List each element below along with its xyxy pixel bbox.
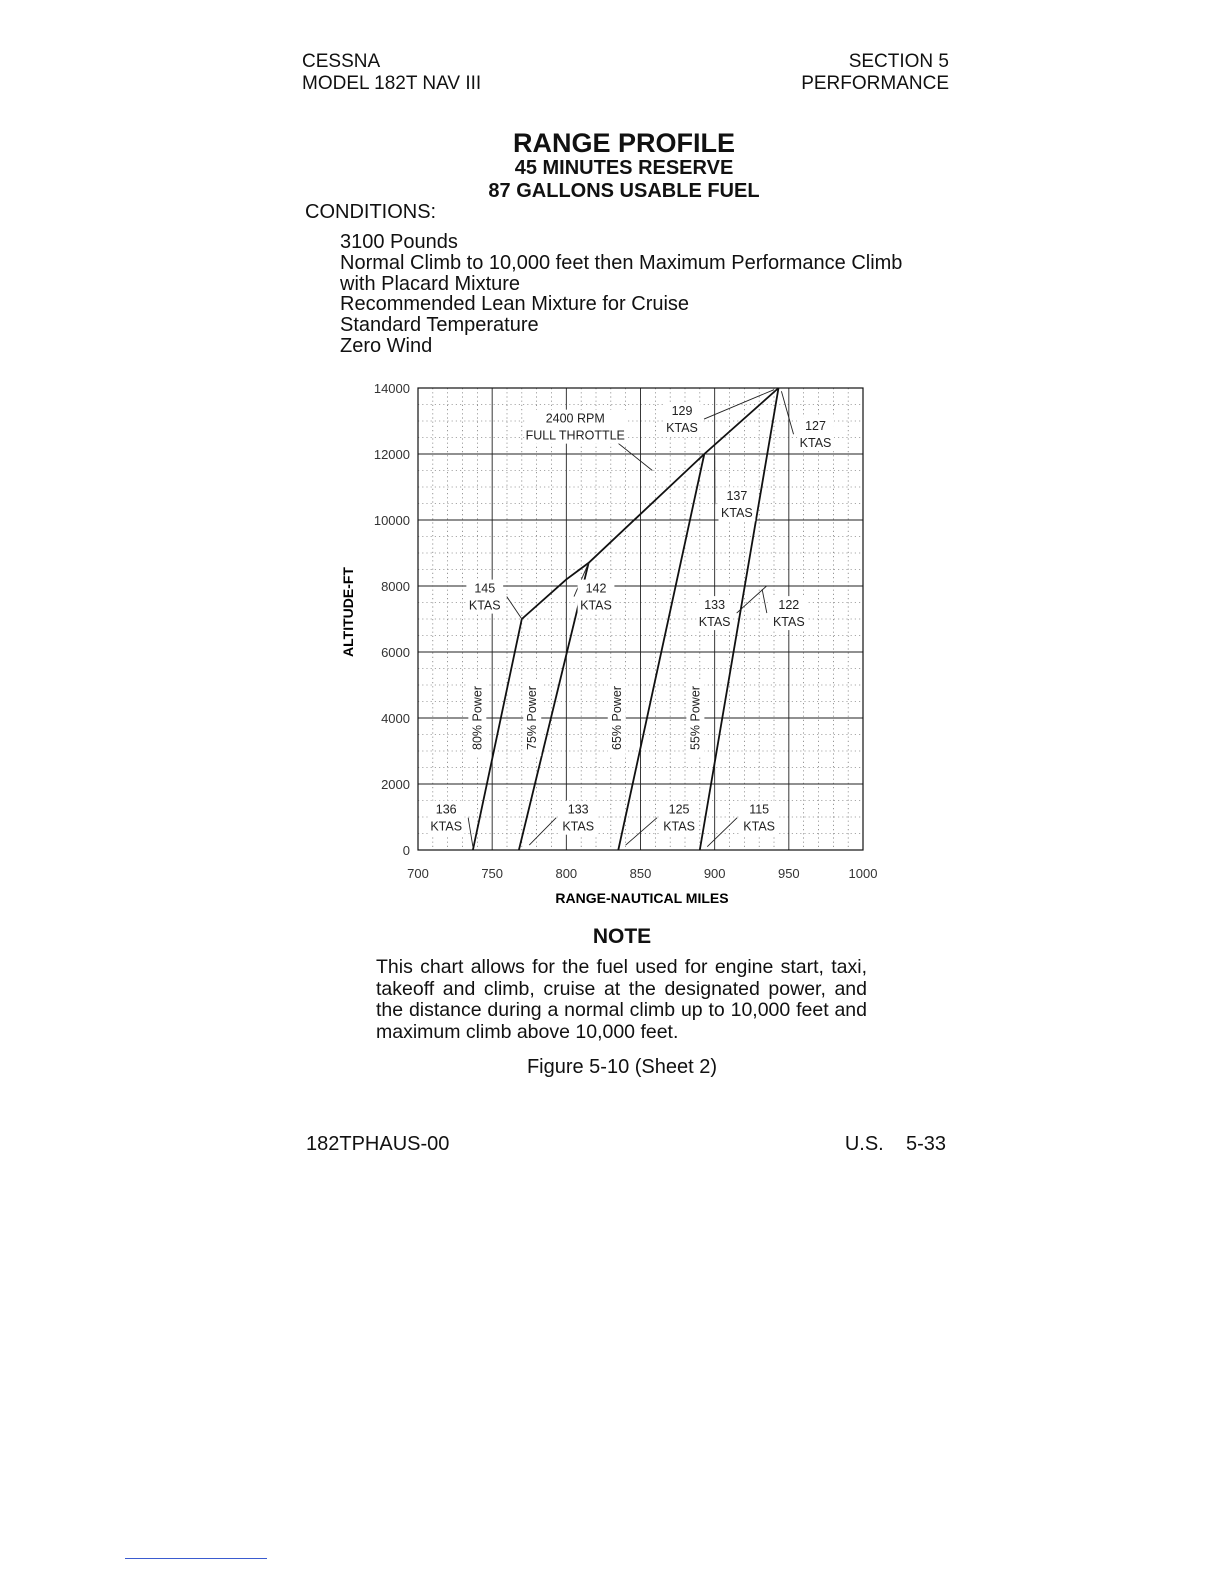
y-tick-label: 6000 xyxy=(381,645,410,660)
annotation-unit: KTAS xyxy=(663,819,695,834)
x-tick-label: 700 xyxy=(407,866,429,881)
header-left xyxy=(302,51,481,95)
annotation-unit: KTAS xyxy=(721,506,753,521)
manufacturer: CESSNA xyxy=(302,51,381,72)
header-right xyxy=(700,51,949,95)
x-tick-label: 850 xyxy=(629,866,652,881)
annotation-value: 127 xyxy=(805,419,826,434)
annotation-unit: KTAS xyxy=(562,819,595,834)
conditions-list xyxy=(340,232,960,357)
range-profile-chart xyxy=(330,372,890,912)
power-setting-label: 55% Power xyxy=(688,686,703,750)
annotation-value: 133 xyxy=(567,802,589,817)
y-axis-label: ALTITUDE-FT xyxy=(340,567,356,657)
annotation-value: 122 xyxy=(778,598,800,613)
annotation-unit: KTAS xyxy=(698,615,731,630)
annotation-value: 142 xyxy=(585,581,607,596)
leader-line xyxy=(529,818,556,845)
x-tick-label: 950 xyxy=(777,866,800,881)
annotation-unit: KTAS xyxy=(743,819,776,834)
subtitle-fuel: 87 GALLONS USABLE FUEL xyxy=(488,180,760,202)
annotation-unit: FULL THROTTLE xyxy=(525,428,625,443)
annotation-value: 125 xyxy=(668,802,690,817)
annotation-value: 129 xyxy=(671,404,693,419)
note-title: NOTE xyxy=(592,925,652,948)
y-tick-label: 8000 xyxy=(381,579,410,594)
annotation-value: 115 xyxy=(749,802,770,817)
leader-line xyxy=(781,391,793,434)
leader-line xyxy=(468,818,473,847)
condition-item: with Placard Mixture xyxy=(340,272,521,295)
bottom-rule xyxy=(125,1558,267,1559)
y-tick-label: 14000 xyxy=(373,381,410,396)
power-setting-label: 75% Power xyxy=(525,686,540,750)
annotation-value: 136 xyxy=(435,802,457,817)
power-setting-label: 65% Power xyxy=(609,686,624,750)
condition-item: Normal Climb to 10,000 feet then Maximum Performance Climb xyxy=(340,251,903,274)
annotation-value: 145 xyxy=(474,581,496,596)
x-tick-label: 800 xyxy=(555,866,578,881)
y-tick-label: 4000 xyxy=(381,711,410,726)
annotation-unit: KTAS xyxy=(430,819,463,834)
page-number: U.S. 5-33 xyxy=(844,1133,946,1155)
annotation-value: 133 xyxy=(704,598,726,613)
x-tick-label: 750 xyxy=(481,866,504,881)
annotation-unit: KTAS xyxy=(580,598,612,613)
annotation-unit: KTAS xyxy=(772,615,805,630)
condition-item: Recommended Lean Mixture for Cruise xyxy=(340,293,690,316)
annotation-unit: KTAS xyxy=(468,598,501,613)
page-title: RANGE PROFILE xyxy=(512,128,735,158)
leader-line xyxy=(626,818,657,845)
leader-line xyxy=(507,597,522,619)
condition-item: Zero Wind xyxy=(340,334,433,357)
power-setting-label: 80% Power xyxy=(470,686,485,750)
condition-item: 3100 Pounds xyxy=(340,231,458,253)
model: MODEL 182T NAV III xyxy=(302,73,482,94)
annotation-unit: KTAS xyxy=(799,436,832,451)
annotation-value: 137 xyxy=(726,489,748,504)
leader-lines xyxy=(468,390,793,847)
y-tick-label: 2000 xyxy=(381,777,410,792)
y-tick-label: 0 xyxy=(402,843,410,858)
y-tick-label: 12000 xyxy=(373,447,410,462)
document-code: 182TPHAUS-00 xyxy=(306,1133,450,1155)
leader-line xyxy=(707,818,737,847)
condition-item: Standard Temperature xyxy=(340,314,539,337)
conditions-label: CONDITIONS: xyxy=(305,201,437,223)
x-tick-label: 900 xyxy=(703,866,726,881)
leader-line xyxy=(762,589,767,613)
annotation-unit: KTAS xyxy=(666,421,698,436)
x-tick-label: 1000 xyxy=(848,866,878,881)
subtitle-reserve: 45 MINUTES RESERVE xyxy=(514,157,734,179)
figure-caption: Figure 5-10 (Sheet 2) xyxy=(526,1056,718,1078)
note-body: This chart allows for the fuel used for engine start, taxi, takeoff and climb, cruise at the designated power, and the distance during a normal climb up to 10,000 feet and maximum climb above 10,000 feet. xyxy=(376,956,867,1043)
section-number: SECTION 5 xyxy=(848,51,949,72)
chart-labels xyxy=(428,402,834,835)
y-tick-label: 10000 xyxy=(373,513,410,528)
annotation-value: 2400 RPM xyxy=(545,411,605,426)
section-title: PERFORMANCE xyxy=(801,73,949,94)
x-axis-label: RANGE-NAUTICAL MILES xyxy=(555,890,729,906)
